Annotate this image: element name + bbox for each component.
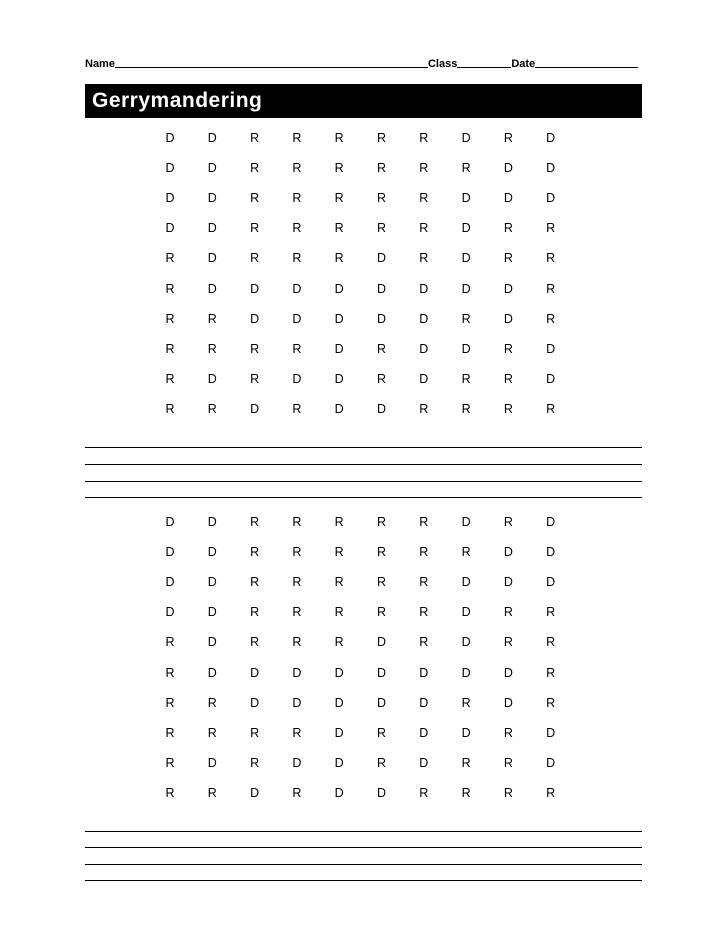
voter-cell: R — [461, 755, 471, 770]
voter-cell: D — [207, 131, 217, 145]
voter-cell: D — [546, 341, 556, 356]
voter-cell: R — [376, 221, 387, 236]
student-info-line — [85, 57, 645, 70]
voter-cell: D — [419, 281, 429, 296]
voter-cell: R — [503, 401, 513, 416]
voter-cell: R — [250, 755, 260, 770]
voter-cell: D — [165, 545, 175, 560]
voter-cell: D — [461, 251, 471, 266]
voter-cell: R — [250, 371, 260, 386]
answer-line — [85, 447, 642, 448]
voter-cell: D — [546, 575, 556, 590]
answer-line — [85, 864, 642, 865]
voter-cell: R — [419, 785, 429, 800]
voter-cell: R — [376, 131, 387, 145]
name-blank[interactable] — [115, 57, 428, 68]
voter-cell: D — [292, 665, 302, 680]
voter-cell: D — [419, 755, 429, 770]
voter-cell: D — [461, 281, 471, 296]
voter-cell: D — [207, 191, 217, 206]
voter-cell: R — [292, 725, 302, 740]
voter-cell: D — [376, 281, 387, 296]
voter-cell: D — [207, 635, 217, 650]
voter-cell: R — [250, 605, 260, 620]
voter-cell: R — [503, 131, 513, 145]
voter-cell: D — [334, 341, 344, 356]
voter-cell: R — [250, 725, 260, 740]
voter-cell: D — [250, 695, 260, 710]
voter-cell: D — [546, 755, 556, 770]
voter-cell: R — [376, 725, 387, 740]
voter-cell: R — [503, 341, 513, 356]
voter-cell: R — [250, 221, 260, 236]
voter-cell: R — [419, 515, 429, 529]
voter-cell: R — [376, 755, 387, 770]
voter-cell: R — [419, 575, 429, 590]
date-blank[interactable] — [535, 57, 638, 68]
voter-cell: R — [419, 401, 429, 416]
class-blank[interactable] — [457, 57, 511, 68]
voter-cell: D — [165, 221, 175, 236]
voter-cell: D — [376, 311, 387, 326]
class-label: Class — [427, 58, 458, 70]
answer-line — [85, 831, 642, 832]
voter-cell: D — [376, 695, 387, 710]
voter-cell: D — [461, 515, 471, 529]
voter-cell: D — [503, 545, 513, 560]
voter-cell: R — [334, 251, 344, 266]
voter-cell: R — [546, 281, 556, 296]
voter-cell: D — [207, 161, 217, 176]
voter-cell: R — [546, 401, 556, 416]
voter-cell: R — [207, 341, 217, 356]
voter-cell: D — [165, 131, 175, 145]
voter-cell: D — [546, 515, 556, 529]
voter-cell: D — [419, 695, 429, 710]
voter-cell: D — [376, 635, 387, 650]
voter-cell: D — [419, 311, 429, 326]
voter-cell: R — [165, 341, 175, 356]
voter-cell: R — [165, 251, 175, 266]
voter-cell: D — [334, 785, 344, 800]
voter-cell: D — [207, 665, 217, 680]
voter-cell: R — [207, 311, 217, 326]
voter-cell: R — [503, 221, 513, 236]
voter-cell: D — [546, 545, 556, 560]
voter-cell: R — [461, 695, 471, 710]
voter-cell: D — [376, 665, 387, 680]
voter-cell: D — [461, 635, 471, 650]
voter-cell: D — [207, 575, 217, 590]
voter-cell: R — [503, 755, 513, 770]
voter-cell: R — [334, 221, 344, 236]
voter-cell: D — [461, 575, 471, 590]
voter-cell: D — [503, 695, 513, 710]
voter-cell: R — [503, 605, 513, 620]
voter-cell: D — [250, 785, 260, 800]
voter-cell: R — [419, 191, 429, 206]
voter-cell: R — [165, 725, 175, 740]
voter-cell: R — [461, 161, 471, 176]
voter-cell: R — [461, 785, 471, 800]
voter-cell: R — [292, 575, 302, 590]
voter-cell: D — [207, 515, 217, 529]
voter-cell: D — [546, 191, 556, 206]
voter-cell: D — [207, 221, 217, 236]
voter-cell: D — [334, 725, 344, 740]
voter-cell: R — [165, 281, 175, 296]
voter-cell: R — [376, 575, 387, 590]
voter-cell: R — [546, 695, 556, 710]
answer-line — [85, 497, 642, 498]
voter-cell: R — [207, 725, 217, 740]
voter-cell: D — [419, 371, 429, 386]
voter-cell: R — [334, 605, 344, 620]
voter-cell: R — [419, 161, 429, 176]
voter-cell: R — [250, 191, 260, 206]
voter-cell: R — [503, 371, 513, 386]
voter-cell: R — [546, 635, 556, 650]
voter-cell: D — [250, 401, 260, 416]
voter-cell: R — [546, 785, 556, 800]
voter-cell: R — [419, 635, 429, 650]
voter-cell: D — [334, 665, 344, 680]
voter-cell: R — [546, 251, 556, 266]
voter-cell: R — [292, 341, 302, 356]
voter-cell: R — [334, 161, 344, 176]
voter-cell: D — [292, 371, 302, 386]
voter-cell: D — [292, 311, 302, 326]
page-title: Gerrymandering — [92, 89, 263, 112]
voter-cell: D — [334, 755, 344, 770]
voter-cell: D — [250, 281, 260, 296]
voter-cell: R — [334, 191, 344, 206]
voter-cell: R — [165, 371, 175, 386]
voter-cell: R — [334, 515, 344, 529]
voter-cell: R — [334, 635, 344, 650]
voter-cell: R — [376, 545, 387, 560]
voter-cell: R — [376, 371, 387, 386]
voter-cell: R — [503, 725, 513, 740]
voter-cell: R — [250, 635, 260, 650]
voter-cell: R — [250, 515, 260, 529]
voter-cell: D — [419, 341, 429, 356]
voter-cell: D — [165, 515, 175, 529]
voter-cell: D — [207, 251, 217, 266]
voter-cell: R — [334, 131, 344, 145]
voter-cell: D — [334, 401, 344, 416]
voter-cell: R — [292, 605, 302, 620]
voter-cell: D — [207, 605, 217, 620]
voter-cell: D — [546, 371, 556, 386]
voter-cell: D — [250, 311, 260, 326]
voter-cell: R — [165, 785, 175, 800]
voter-cell: D — [461, 665, 471, 680]
voter-cell: D — [165, 161, 175, 176]
voter-cell: D — [207, 545, 217, 560]
voter-cell: R — [165, 695, 175, 710]
voter-cell: D — [207, 755, 217, 770]
voter-cell: R — [250, 131, 260, 145]
voter-cell: R — [165, 665, 175, 680]
voter-cell: R — [250, 341, 260, 356]
voter-cell: R — [292, 401, 302, 416]
voter-cell: R — [207, 785, 217, 800]
voter-cell: R — [165, 635, 175, 650]
answer-line — [85, 464, 642, 465]
voter-cell: R — [376, 605, 387, 620]
name-label: Name — [85, 58, 115, 70]
voter-cell: D — [165, 605, 175, 620]
voter-cell: R — [546, 311, 556, 326]
voter-cell: R — [503, 785, 513, 800]
voter-cell: D — [503, 311, 513, 326]
voter-cell: R — [503, 635, 513, 650]
voter-cell: R — [419, 545, 429, 560]
voter-cell: R — [376, 515, 387, 529]
voter-cell: R — [292, 131, 302, 145]
voter-cell: D — [376, 785, 387, 800]
answer-line — [85, 847, 642, 848]
voter-cell: R — [292, 161, 302, 176]
voter-cell: D — [292, 755, 302, 770]
voter-cell: R — [292, 251, 302, 266]
voter-cell: R — [292, 545, 302, 560]
voter-cell: R — [292, 221, 302, 236]
voter-cell: R — [292, 785, 302, 800]
voter-cell: R — [250, 545, 260, 560]
voter-cell: D — [461, 131, 471, 145]
voter-cell: D — [419, 725, 429, 740]
voter-cell: D — [165, 575, 175, 590]
voter-cell: D — [292, 695, 302, 710]
answer-line — [85, 481, 642, 482]
voter-cell: R — [546, 605, 556, 620]
voter-cell: D — [461, 191, 471, 206]
voter-cell: R — [207, 695, 217, 710]
voter-cell: R — [292, 635, 302, 650]
voter-cell: D — [376, 251, 387, 266]
voter-cell: D — [165, 191, 175, 206]
voter-cell: D — [546, 725, 556, 740]
voter-cell: D — [334, 281, 344, 296]
voter-cell: D — [546, 131, 556, 145]
voter-cell: R — [376, 341, 387, 356]
date-label: Date — [511, 58, 536, 70]
voter-cell: R — [207, 401, 217, 416]
voter-cell: R — [292, 191, 302, 206]
voter-cell: D — [334, 695, 344, 710]
voter-cell: D — [461, 725, 471, 740]
voter-cell: R — [461, 545, 471, 560]
voter-cell: D — [503, 281, 513, 296]
voter-cell: D — [461, 605, 471, 620]
voter-cell: R — [334, 575, 344, 590]
voter-cell: R — [165, 311, 175, 326]
voter-cell: R — [334, 545, 344, 560]
voter-cell: R — [250, 161, 260, 176]
voter-cell: D — [419, 665, 429, 680]
voter-cell: R — [165, 401, 175, 416]
voter-cell: R — [165, 755, 175, 770]
voter-cell: D — [207, 371, 217, 386]
voter-cell: D — [207, 281, 217, 296]
voter-cell: R — [503, 251, 513, 266]
voter-cell: R — [419, 131, 429, 145]
voter-cell: D — [334, 371, 344, 386]
voter-cell: D — [250, 665, 260, 680]
voter-cell: D — [461, 341, 471, 356]
voter-cell: D — [503, 575, 513, 590]
voter-cell: D — [503, 191, 513, 206]
voter-cell: R — [419, 251, 429, 266]
voter-cell: R — [419, 221, 429, 236]
voter-cell: R — [546, 221, 556, 236]
voter-cell: D — [503, 161, 513, 176]
voter-cell: R — [250, 251, 260, 266]
voter-cell: R — [419, 605, 429, 620]
voter-cell: D — [334, 311, 344, 326]
voter-cell: R — [292, 515, 302, 529]
voter-cell: R — [503, 515, 513, 529]
voter-cell: R — [376, 161, 387, 176]
voter-cell: R — [376, 191, 387, 206]
voter-cell: R — [461, 401, 471, 416]
title-bar — [85, 84, 642, 118]
voter-cell: D — [503, 665, 513, 680]
voter-cell: R — [461, 371, 471, 386]
voter-cell: D — [376, 401, 387, 416]
voter-cell: R — [250, 575, 260, 590]
voter-cell: R — [461, 311, 471, 326]
voter-cell: D — [546, 161, 556, 176]
voter-cell: D — [461, 221, 471, 236]
voter-cell: R — [546, 665, 556, 680]
voter-cell: D — [292, 281, 302, 296]
answer-line — [85, 880, 642, 881]
